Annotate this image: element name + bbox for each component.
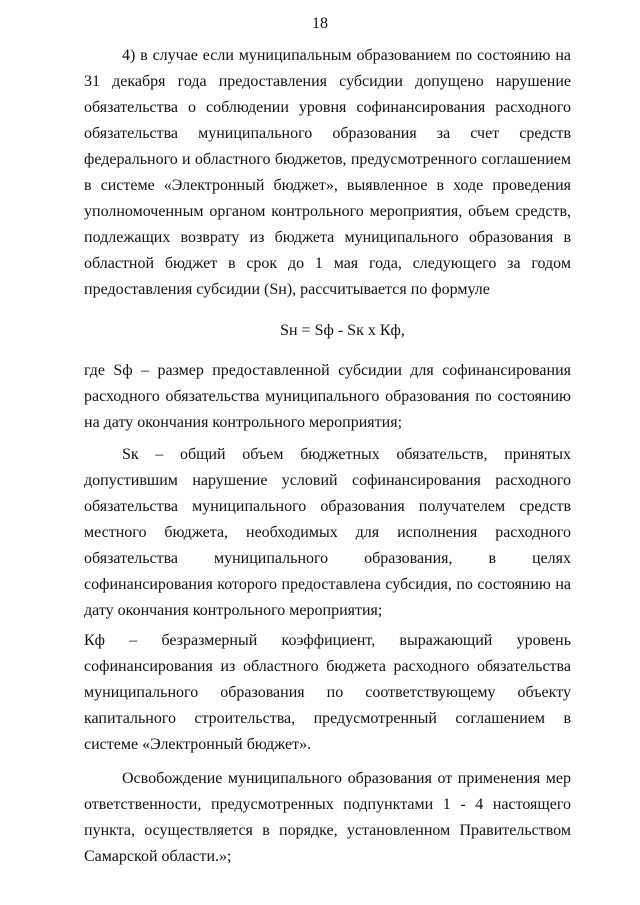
- paragraph-sf-definition: где Sф – размер предоставленной субсидии для софинансирования расходного обязательства муниципального образования по состоянию на дату окончания контрольного мероприятия;: [84, 362, 571, 431]
- page-number: 18: [312, 15, 328, 32]
- document-body: [84, 43, 571, 870]
- paragraph-liability-release: Освобождение муниципального образования от применения мер ответственности, предусмотренных подпунктами 1 - 4 настоящего пункта, осуществляется в порядке, установленном Правительством Самарской области.»;: [84, 770, 571, 865]
- paragraph-sk-definition: Sк – общий объем бюджетных обязательств, принятых допустившим нарушение условий софинансирования расходного обязательства муниципального образования получателем средств местного бюджета, необходимых для исполнения расходного обязательства муниципального образования, в целях софинансирования которого предоставлена субсидия, по состоянию на дату окончания контрольного мероприятия;: [84, 446, 571, 619]
- paragraph-item-4: 4) в случае если муниципальным образованием по состоянию на 31 декабря года предоставления субсидии допущено нарушение обязательства о соблюдении уровня софинансирования расходного обязательства муниципального образования за счет средств федерального и областного бюджетов, предусмотренного соглашением в системе «Электронный бюджет», выявленное в ходе проведения уполномоченным органом контрольного мероприятия, объем средств, подлежащих возврату из бюджета муниципального образования в областной бюджет в срок до 1 мая года, следующего за годом предоставления субсидии (Sн), рассчитывается по формуле: [84, 47, 571, 298]
- formula: Sн = Sф - Sк х Кф,: [280, 322, 405, 339]
- paragraph-kf-definition: Кф – безразмерный коэффициент, выражающий уровень софинансирования из областного бюджета расходного обязательства муниципального образования по соответствующему объекту капитального строительства, предусмотренный соглашением в системе «Электронный бюджет».: [84, 632, 571, 753]
